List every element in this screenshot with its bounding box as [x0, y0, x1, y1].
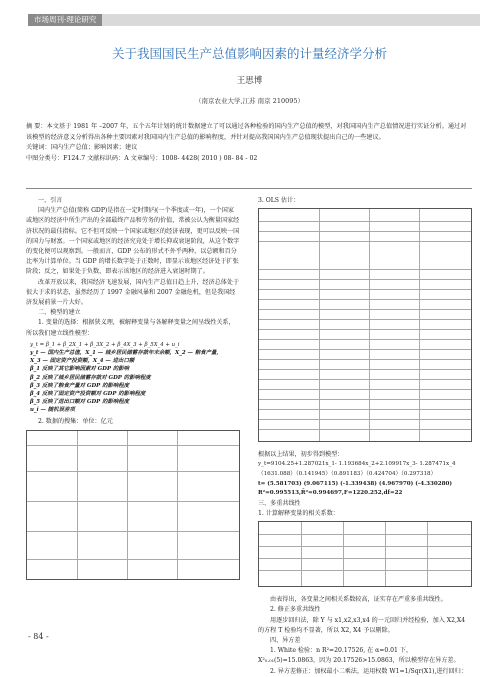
paragraph-stepwise: 用逐步回归法，除 Y 与 x1,x2,x3,x4 的一元回归并经检验，加入 X2,X4 的方程 T 检验均不显著，所以 X2, X4 予以剔除。 [258, 616, 466, 634]
correlation-caption: 1. 计算解释变量的相关系数： [258, 509, 339, 517]
standard-errors: （1631.088）（0.141945）（0.891183）（0.424704）（0.297318） [258, 471, 437, 477]
journal-name: 市场周刊·理论研究 [28, 14, 102, 26]
left-column [26, 196, 240, 580]
paragraph-hetero-fix: 2. 异方差修正：加权最小二乘法，运用权数 W1=1/Sqr(X1),进行回归： [270, 667, 467, 675]
heading-multicollinearity: 三、多重共线性 [258, 499, 301, 507]
paragraph-model-1: 1. 变量的选择：根据狭义理，被解释变量与各解释变量之间呈线性关系，所以我们建立线性模型： [26, 319, 235, 337]
heading-heteroskedasticity: 四、异方差 [270, 637, 301, 644]
definition-line: X_3 — 固定资产投资额，X_4 — 进出口额 [30, 358, 135, 365]
data-caption: 2. 数据的搜集：单位：亿元 [38, 417, 113, 425]
definition-line: u_i — 随机误差项 [30, 407, 75, 414]
definition-line: β_2 反映了城乡居民储蓄存款对 GDP 的影响程度 [30, 374, 151, 381]
estimated-equation: y_t=9104.25+1.287021x_1- 1.193684x_2+2.109917x_3- 1.287471x_4 [258, 461, 456, 468]
definition-line: β_4 反映了固定资产投资额对 GDP 的影响程度 [30, 391, 146, 398]
abstract-block [26, 122, 472, 164]
model-definitions [30, 341, 240, 415]
model-equation: y_t = β_1 + β_2X_1 + β_3X_2 + β_4X_3 + β_5X_4 + u_i [30, 341, 180, 348]
paragraph-intro-1: 国内生产总值(简称 GDP)是指在一定时期内(一个季度或一年)，一个国家或地区的经济中所生产出的全部最终产品和劳务的价值，常被公认为衡量国家经济状况的最佳指标。它不但可反映一个国家或地区的经济表现，更可以反映一国的国力与财富。一个国家或地区的经济究竟处于增长抑或衰退阶段，从这个数字的变化便可以观察到。一般而言，GDP 公布的形式不外乎两种，以总额和百分比率为计算单位。当 GDP 的增长数字处于正数时，即显示该地区经济处于扩张阶段；反之，如果处于负数，即表示该地区的经济进入衰退时期了。 [26, 207, 240, 276]
fit-statistics: R²=0.995513,R̄²=0.994697,F=1220.252,df=22 [258, 490, 403, 497]
section-divider [26, 188, 472, 189]
ols-caption: 3. OLS 估计： [258, 197, 300, 204]
heading-introduction: 一、引言 [38, 197, 63, 204]
t-statistics: t= (5.581703) (9.067115) (-1.339438) (4.967970) (-4.330280) [258, 480, 453, 487]
classification-line: 中图分类号：F124.7 文献标识码：A 文章编号：1008- 4428( 2010 ) 08- 84 - 02 [26, 154, 258, 162]
definition-line: y_t — 国内生产总值，X_1 — 城乡居民储蓄存款年末余额，X_2 — 粮食产量， [30, 350, 222, 357]
abstract-text: 摘 要：本文基于 1981 年 –2007 年，五个五年计划的统计数据建立了可以通过各种检验的国内生产总值的模型，对我国国内生产总值情况进行实证分析。通过对该模型的经济意义分析得出各种主要因素对我国国内生产总值的影响程度，并针对提高我国国内生产总值现状提出自己的一些建议。 [26, 123, 467, 141]
page-number: - 84 - [28, 632, 49, 641]
paragraph-fix-multicollinearity: 2. 修正多重共线性 [270, 606, 321, 614]
paragraph-intro-2: 改革开放以来，我国经济飞速发展，国内生产总值日趋上升，经济总体处于很大于求的状态，虽然经历了 1997 金融风暴和 2007 金融危机，但是我国经济发展前景一片大好。 [26, 278, 240, 307]
ols-output-placeholder [258, 208, 472, 442]
article-title: 关于我国国民生产总值影响因素的计量经济学分析 [111, 46, 387, 61]
definition-line: β_1 反映了其它影响因素对 GDP 的影响 [30, 366, 130, 373]
article-author: 王思博 [236, 76, 263, 86]
estimation-intro: 根据以上结果，初步得到模型： [258, 451, 344, 459]
keywords: 关键词：国内生产总值；影响因素；建议 [26, 144, 138, 151]
author-affiliation: （南京农业大学,江苏 南京 210095） [194, 97, 304, 105]
heading-model: 二、模型的建立 [38, 309, 81, 317]
definition-line: β_3 反映了粮食产量对 GDP 的影响程度 [30, 382, 130, 389]
right-column [258, 196, 472, 677]
paragraph-correlation-result: 由表得出，各变量之间相关系数较高，证实存在严重多重共线性。 [270, 596, 447, 604]
definition-line: β_5 反映了进出口额对 GDP 的影响程度 [30, 399, 130, 406]
correlation-table-placeholder [258, 521, 472, 587]
data-table-placeholder [26, 430, 240, 580]
paragraph-white-test: 1. White 检验：n R²=20.17526, 在 α=0.01 下，X²₀.₀₁(5)=15.0863，因为 20.17526>15.0863，所以模型存在异方差。 [258, 647, 460, 665]
